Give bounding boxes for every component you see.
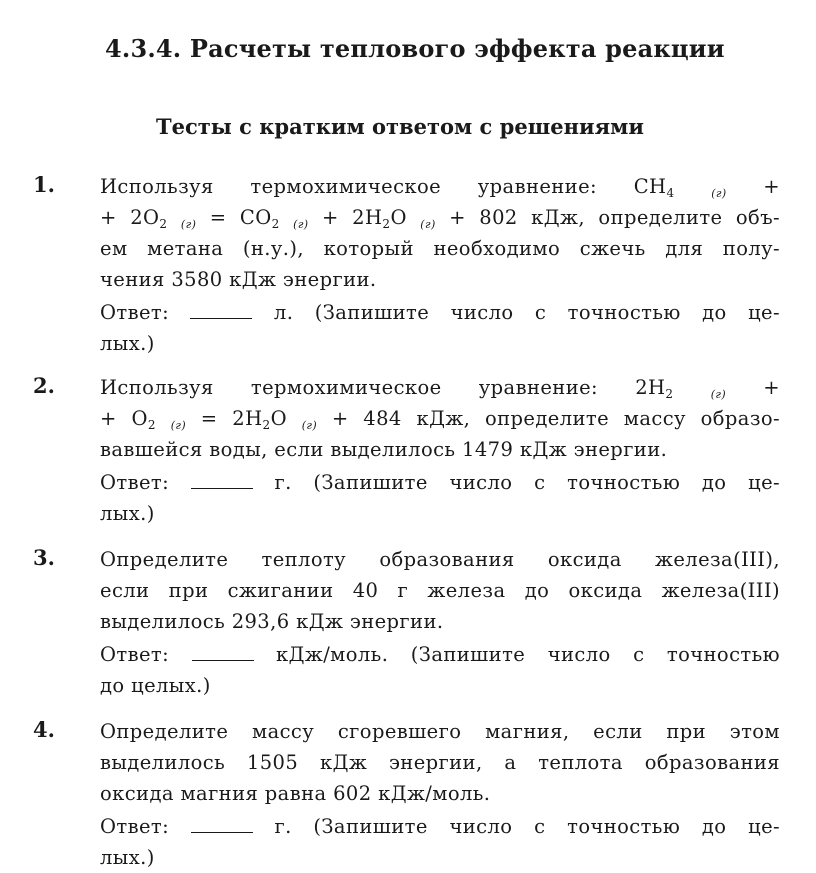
answer-blank[interactable]	[190, 304, 252, 319]
task-line: Определите теплоту образования оксида железа(III),	[100, 548, 780, 571]
task-text	[100, 544, 780, 701]
task-line: + $O_2$ $_{(г)} = 2H_2O$ $_{(г)}$ + 484 кДж, определите массу образо-	[100, 407, 780, 432]
answer-tail: лых.)	[100, 332, 155, 355]
answer-blank[interactable]	[191, 474, 253, 489]
task-number: 1.	[33, 172, 55, 197]
answer-tail: лых.)	[100, 846, 155, 869]
answer-line: Ответ: кДж/моль. (Запишите число с точностью	[100, 643, 780, 666]
task-number: 4.	[33, 717, 55, 742]
answer-line: Ответ: г. (Запишите число с точностью до це-	[100, 471, 780, 494]
task-line: чения 3580 кДж энергии.	[100, 268, 377, 291]
task-line: оксида магния равна 602 кДж/моль.	[100, 782, 491, 805]
task-line: + $2O_2$ $_{(г)} = CO_2$ $_{(г)} + 2H_2O$ $_{(г)}$ + 802 кДж, определите объ-	[100, 206, 780, 231]
task-line: выделилось 1505 кДж энергии, а теплота образования	[100, 751, 780, 774]
answer-blank[interactable]	[191, 818, 253, 833]
task-line: Используя термохимическое уравнение: $CH_4$ $_{(г)}$ +	[100, 175, 780, 200]
task-line: вавшейся воды, если выделилось 1479 кДж энергии.	[100, 438, 668, 461]
answer-line: Ответ: г. (Запишите число с точностью до це-	[100, 815, 780, 838]
section-title: 4.3.4. Расчеты теплового эффекта реакции	[105, 34, 725, 63]
task-line: Определите массу сгоревшего магния, если при этом	[100, 720, 780, 743]
task-text	[100, 372, 780, 529]
task-line: выделилось 293,6 кДж энергии.	[100, 610, 444, 633]
answer-line: Ответ: л. (Запишите число с точностью до це-	[100, 301, 780, 324]
subtitle: Тесты с кратким ответом с решениями	[156, 114, 644, 139]
task-text	[100, 716, 780, 873]
answer-tail: до целых.)	[100, 674, 211, 697]
task-line: если при сжигании 40 г железа до оксида железа(III)	[100, 579, 780, 602]
answer-blank[interactable]	[192, 646, 254, 661]
task-line: Используя термохимическое уравнение: $2H_2$ $_{(г)}$ +	[100, 376, 780, 401]
task-line: ем метана (н.у.), который необходимо сжечь для полу-	[100, 237, 780, 260]
task-number: 3.	[33, 545, 55, 570]
task-number: 2.	[33, 373, 55, 398]
task-text	[100, 171, 780, 359]
answer-tail: лых.)	[100, 502, 155, 525]
